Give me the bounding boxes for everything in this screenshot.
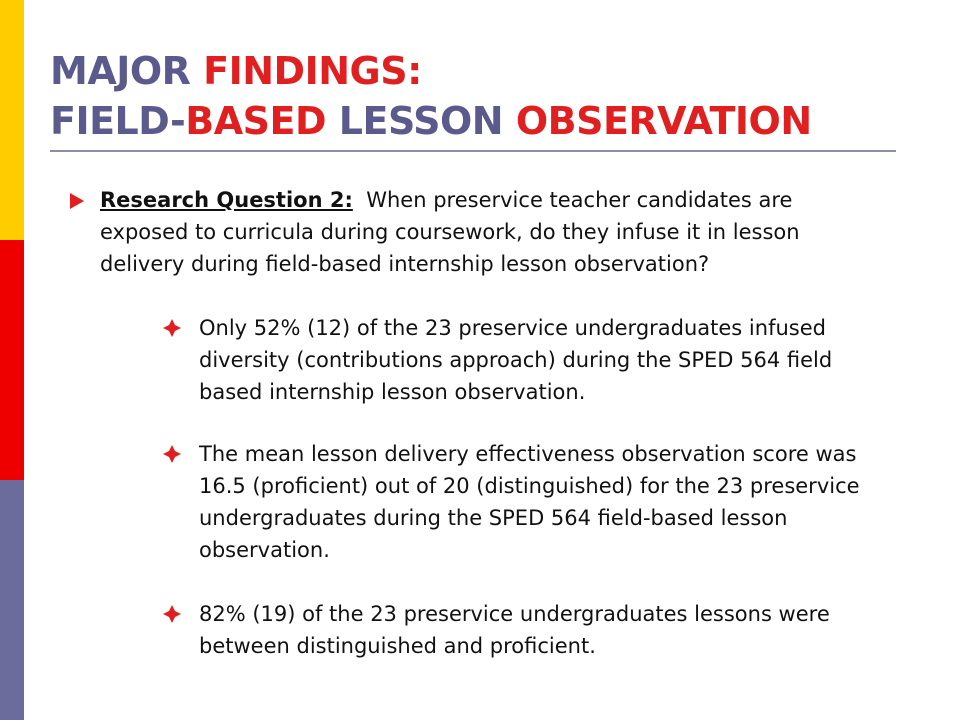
title-divider [50, 150, 896, 152]
title-word-observation: OBSERVATION [515, 99, 812, 143]
diamond-bullet-icon [163, 319, 181, 337]
finding-text-2: The mean lesson delivery effectiveness observation score was 16.5 (proficient) out of 20 (distinguished) for the 23 preservice undergraduates during the SPED 564 field-based lesson observation. [199, 442, 860, 562]
arrow-bullet-icon [70, 193, 84, 209]
left-accent-bar [0, 0, 24, 720]
accent-bar-yellow [0, 0, 24, 240]
finding-text-1: Only 52% (12) of the 23 preservice undergraduates infused diversity (contributions approach) during the SPED 564 field based internship lesson observation. [199, 316, 833, 404]
title-line-1 [50, 46, 910, 96]
title-word-based: BASED [185, 99, 339, 143]
title-word-lesson: LESSON [338, 99, 516, 143]
research-question-text-block [100, 184, 860, 280]
research-question-text: When preservice teacher candidates are exposed to curricula during coursework, do they infuse it in lesson delivery during field-based internship lesson observation? [100, 188, 800, 276]
accent-bar-blue [0, 480, 24, 720]
title-word-major: MAJOR [50, 49, 204, 93]
title-word-findings: FINDINGS: [203, 49, 422, 93]
accent-bar-red [0, 240, 24, 480]
finding-item-2 [163, 438, 893, 566]
finding-item-1 [163, 312, 893, 408]
title-word-field: FIELD- [50, 99, 186, 143]
research-question-bullet [70, 184, 860, 280]
research-question-label: Research Question 2: [100, 188, 353, 212]
title-line-2 [50, 96, 910, 146]
slide-title [50, 46, 910, 146]
finding-item-3 [163, 598, 893, 662]
finding-text-3: 82% (19) of the 23 preservice undergraduates lessons were between distinguished and proficient. [199, 602, 830, 658]
diamond-bullet-icon [163, 605, 181, 623]
diamond-bullet-icon [163, 445, 181, 463]
